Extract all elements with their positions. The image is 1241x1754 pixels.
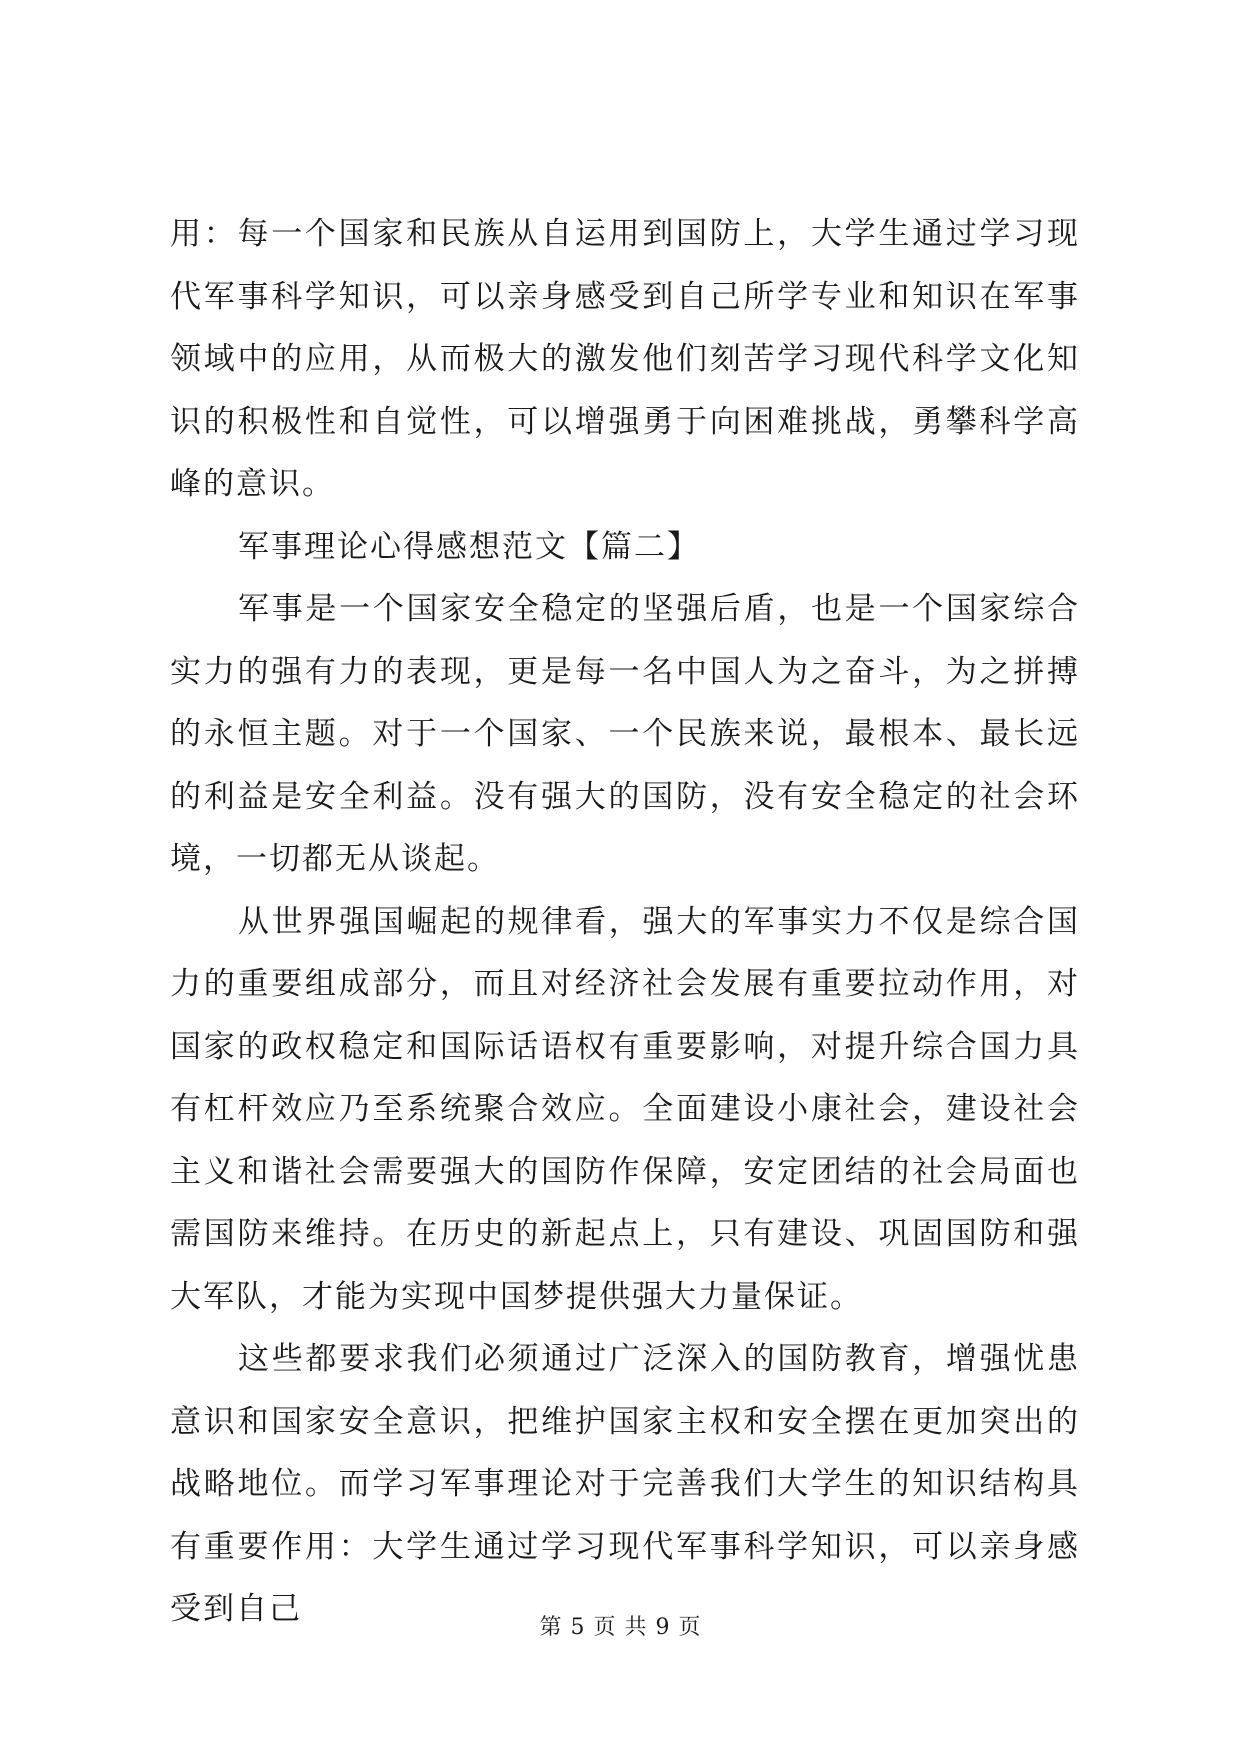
paragraph: 从世界强国崛起的规律看，强大的军事实力不仅是综合国力的重要组成部分，而且对经济社会发展有重要拉动作用，对国家的政权稳定和国际话语权有重要影响，对提升综合国力具有杠杆效应乃至系统聚合效应。全面建设小康社会，建设社会主义和谐社会需要强大的国防作保障，安定团结的社会局面也需国防来维持。在历史的新起点上，只有建设、巩固国防和强大军队，才能为实现中国梦提供强大力量保证。 bbox=[170, 903, 1080, 1315]
section-heading: 军事理论心得感想范文【篇二】 bbox=[238, 528, 700, 565]
page-number-footer: 第 5 页 共 9 页 bbox=[539, 1615, 702, 1640]
paragraph-continued: 用：每一个国家和民族从自运用到国防上，大学生通过学习现代军事科学知识，可以亲身感受到自己所学专业和知识在军事领域中的应用，从而极大的激发他们刻苦学习现代科学文化知识的积极性和自觉性，可以增强勇于向困难挑战，勇攀科学高峰的意识。 bbox=[170, 216, 1080, 502]
document-body bbox=[170, 203, 1080, 1641]
paragraph: 军事是一个国家安全稳定的坚强后盾，也是一个国家综合实力的强有力的表现，更是每一名中国人为之奋斗，为之拼搏的永恒主题。对于一个国家、一个民族来说，最根本、最长远的利益是安全利益。没有强大的国防，没有安全稳定的社会环境，一切都无从谈起。 bbox=[170, 591, 1080, 877]
paragraph: 这些都要求我们必须通过广泛深入的国防教育，增强忧患意识和国家安全意识，把维护国家主权和安全摆在更加突出的战略地位。而学习军事理论对于完善我们大学生的知识结构具有重要作用：大学生通过学习现代军事科学知识，可以亲身感受到自己 bbox=[170, 1341, 1080, 1627]
